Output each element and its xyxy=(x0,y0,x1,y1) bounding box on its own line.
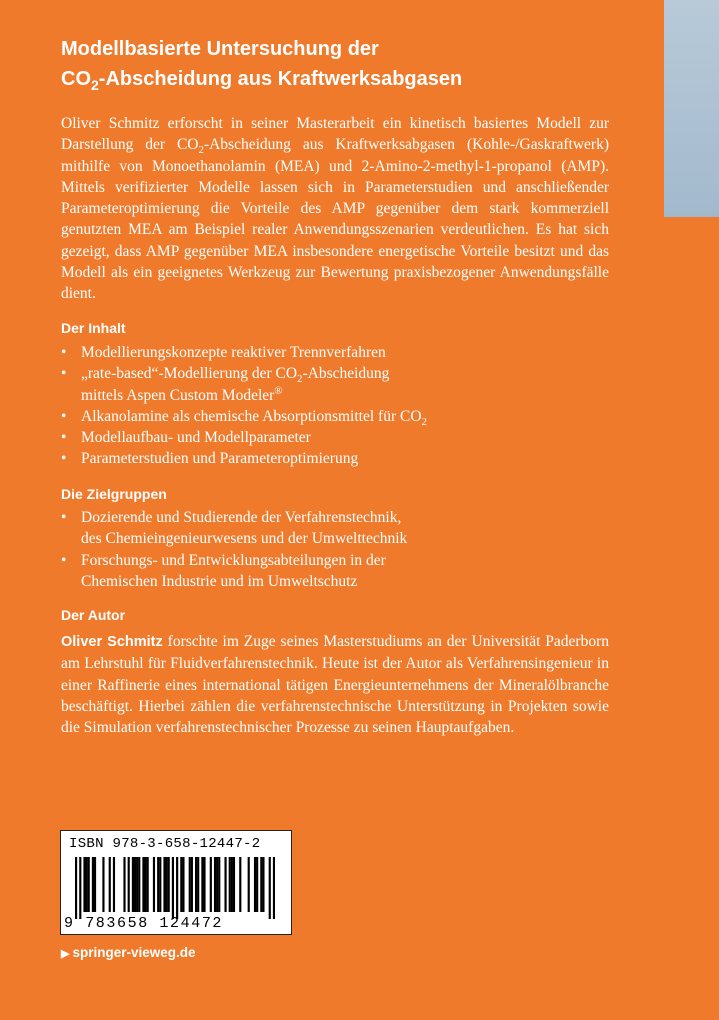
side-color-tab xyxy=(664,0,719,217)
arrow-icon: ▶ xyxy=(61,948,70,960)
zielgruppen-heading: Die Zielgruppen xyxy=(61,486,167,502)
barcode-bar xyxy=(136,857,138,912)
inhalt-list xyxy=(61,342,621,470)
barcode-bar xyxy=(248,857,250,912)
barcode-bar xyxy=(262,857,264,912)
barcode-bar xyxy=(157,857,159,912)
bullet-icon: • xyxy=(61,551,67,569)
barcode-bar xyxy=(216,857,218,912)
barcode-bar xyxy=(229,857,231,912)
list-item: • Alkanolamine als chemische Absorptionsmittel für $CO_2$ xyxy=(61,407,427,428)
barcode-bar xyxy=(163,857,165,912)
bullet-icon: • xyxy=(61,450,67,468)
barcode-bar xyxy=(218,857,220,912)
barcode-bar xyxy=(201,857,203,912)
barcode-bar xyxy=(168,857,170,912)
intro-text-1: Oliver Schmitz erforscht in seiner Masterarbeit ein kinetisch basiertes Modell zur Darstellung der CO xyxy=(61,115,609,154)
list-item: • Modellaufbau- und Modellparameter xyxy=(61,427,621,448)
list-item: • Dozierende und Studierende der Verfahrenstechnik, des Chemieingenieurwesens und der Umwelttechnik xyxy=(61,509,408,548)
barcode-bar xyxy=(109,857,111,912)
barcode-bar xyxy=(92,857,94,912)
barcode-bar xyxy=(197,857,199,912)
barcode-bar xyxy=(203,857,205,912)
barcode-bar xyxy=(269,857,271,919)
barcode-bar xyxy=(273,857,275,919)
barcode-bar xyxy=(142,857,144,912)
list-item: • „rate-based“-Modellierung der $CO_2$-Abscheidung mittels Aspen Custom Modeler® xyxy=(61,365,390,404)
barcode-bar xyxy=(75,857,77,919)
title-suffix: -Abscheidung aus Kraftwerksabgasen xyxy=(98,68,463,90)
bullet-icon: • xyxy=(61,429,67,447)
list-item: • Forschungs- und Entwicklungsabteilungen in der Chemischen Industrie und im Umweltschutz xyxy=(61,551,386,590)
bullet-icon: • xyxy=(61,365,67,383)
barcode-bar xyxy=(256,857,258,912)
barcode-bar xyxy=(147,857,149,912)
barcode-bar xyxy=(195,857,197,912)
title-line-1: Modellbasierte Untersuchung der xyxy=(61,38,379,60)
barcode-bar xyxy=(123,857,125,912)
website-link[interactable] xyxy=(61,945,196,960)
barcode-bar xyxy=(172,857,174,919)
barcode-bar xyxy=(189,857,191,912)
intro-subscript: 2 xyxy=(198,144,204,157)
barcode-bar xyxy=(159,857,161,912)
barcode-bar xyxy=(132,857,134,912)
barcode-digits: 9 783658 124472 xyxy=(64,915,224,932)
title-line-2 xyxy=(61,64,641,94)
title-co: CO xyxy=(61,68,91,90)
author-name: Oliver Schmitz xyxy=(61,634,163,650)
barcode-bar xyxy=(83,857,85,912)
bullet-icon: • xyxy=(61,509,67,526)
barcode-bar xyxy=(231,857,233,912)
author-bio: forschte im Zuge seines Masterstudiums an der Universität Paderborn am Lehrstuhl für Fluidverfahrenstechnik. Heute ist der Autor als Verfahrensingenieur in einer Raffinerie eines international tätigen Energieunternehmens der Mineralölbranche beschäftigt. Hierbei zählen die verfahrenstechnische Unterstützung in Projekten sowie die Simulation verfahrenstechnischer Prozesse zu seinen Hauptaufgaben. xyxy=(61,633,609,737)
barcode-bar xyxy=(134,857,136,912)
barcode-bar xyxy=(94,857,96,912)
barcode-bar xyxy=(210,857,212,912)
isbn-barcode xyxy=(60,830,292,935)
zielgruppen-list xyxy=(61,507,621,592)
author-paragraph xyxy=(61,631,609,738)
intro-paragraph xyxy=(61,113,609,305)
barcode-bar xyxy=(224,857,226,912)
barcode-bar xyxy=(233,857,235,912)
inhalt-heading: Der Inhalt xyxy=(61,320,126,336)
barcode-bar xyxy=(191,857,193,912)
barcode-bar xyxy=(260,857,262,912)
title-co-subscript: 2 xyxy=(91,77,99,93)
barcode-bar xyxy=(182,857,184,912)
list-item: • Parameterstudien und Parameteroptimierung xyxy=(61,448,621,469)
barcode-bar xyxy=(128,857,130,912)
bullet-icon: • xyxy=(61,344,67,361)
barcode-bars xyxy=(75,857,275,919)
barcode-bar xyxy=(138,857,140,912)
barcode-bar xyxy=(254,857,256,912)
barcode-bar xyxy=(176,857,178,919)
barcode-bar xyxy=(153,857,155,912)
barcode-bar xyxy=(214,857,216,912)
book-title xyxy=(61,34,641,94)
barcode-bar xyxy=(144,857,146,912)
list-item: • Modellierungskonzepte reaktiver Trennverfahren xyxy=(61,342,621,363)
barcode-bar xyxy=(102,857,104,912)
intro-text-2: -Abscheidung aus Kraftwerksabgasen (Kohle-/Gaskraftwerk) mithilfe von Monoethanolamin (MEA) und 2-Amino-2-methyl-1-propanol (AMP). Mittels verifizierter Modelle lassen sich in Parameterstudien und anschließender Parameteroptimierung die Vorteile des AMP gegenüber dem stark kommerziell genutzten MEA am Beispiel realer Anwendungsszenarien verdeutlichen. Es hat sich gezeigt, dass AMP gegenüber MEA insbesondere energetische Vorteile besitzt und das Modell als ein geeignetes Werkzeug zur Bewertung praxisbezogener Anwendungsfälle dient. xyxy=(61,136,610,303)
barcode-bar xyxy=(239,857,241,912)
barcode-bar xyxy=(86,857,88,912)
autor-heading: Der Autor xyxy=(61,607,126,623)
barcode-bar xyxy=(88,857,90,912)
website-url: springer-vieweg.de xyxy=(72,945,196,960)
bullet-icon: • xyxy=(61,407,67,425)
barcode-bar xyxy=(180,857,182,912)
barcode-bar xyxy=(79,857,81,919)
isbn-label: ISBN 978-3-658-12447-2 xyxy=(69,836,261,852)
barcode-bar xyxy=(113,857,115,912)
barcode-bar xyxy=(166,857,168,912)
